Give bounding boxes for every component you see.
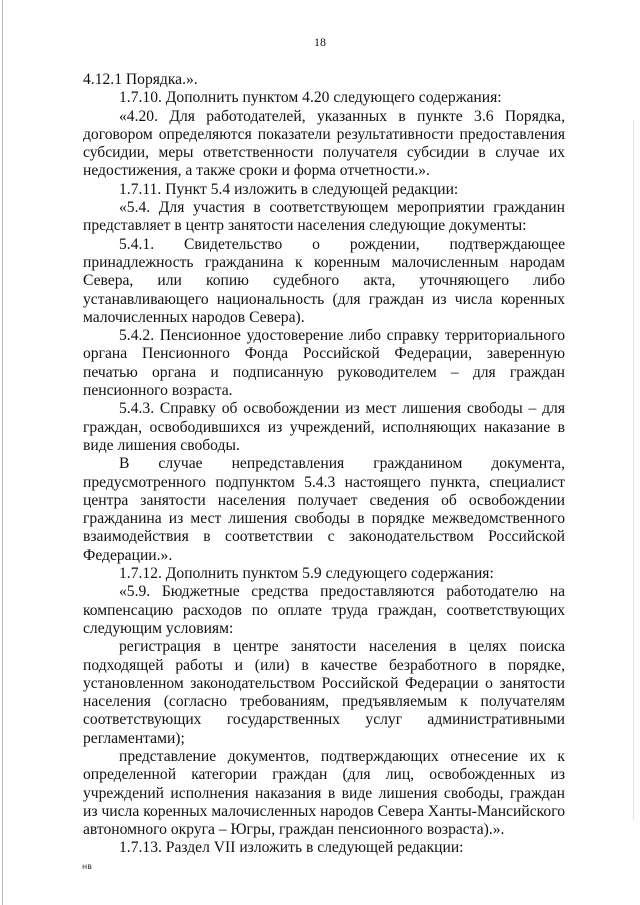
page-number: 18 [314, 35, 326, 49]
paragraph-condition-documents: представление документов, подтверждающих отнесение их к определенной категории граждан (для лиц, освобожденных из учреждений исполнения наказания в виде лишения свободы, граждан из числа коренных малочисленных народов Севера Ханты-Мансийского автономного округа – Югры, граждан пенсионного возраста).». [83, 747, 565, 839]
scan-edge-right [633, 120, 634, 820]
paragraph-condition-registration: регистрация в центре занятости населения в целях поиска подходящей работы и (или) в качестве безработного в порядке, установленном законодательством Российской Федерации о занятости населения (согласно требованиям, предъявляемым к получателям соответствующих государственных услуг административными регламентами); [83, 638, 565, 747]
paragraph-1-7-11: 1.7.11. Пункт 5.4 изложить в следующей редакции: [119, 180, 459, 198]
document-body [83, 71, 565, 858]
paragraph-4-20: «4.20. Для работодателей, указанных в пункте 3.6 Порядка, договором определяются показатели результативности предоставления субсидии, меры ответственности получателя субсидии в случае их недостижения, а также сроки и форма отчетности.». [83, 107, 565, 180]
paragraph-5-9: «5.9. Бюджетные средства предоставляются работодателю на компенсацию расходов по оплате труда граждан, соответствующих следующим условиям: [83, 583, 565, 637]
paragraph-continuation: 4.12.1 Порядка.». [83, 71, 198, 88]
paragraph-5-4-2: 5.4.2. Пенсионное удостоверение либо справку территориального органа Пенсионного Фонда Российской Федерации, заверенную печатью органа и подписанную руководителем – для граждан пенсионного возраста. [83, 327, 565, 400]
paragraph-5-4-3: 5.4.3. Справку об освобождении из мест лишения свободы – для граждан, освободившихся из учреждений, исполняющих наказание в виде лишения свободы. [83, 400, 565, 454]
footer-initials: нв [82, 862, 92, 871]
paragraph-5-4-1: 5.4.1. Свидетельство о рождении, подтверждающее принадлежность гражданина к коренным малочисленным народам Севера, или копию судебного акта, уточняющего либо устанавливающего национальность (для граждан из числа коренных малочисленных народов Севера). [83, 235, 565, 326]
paragraph-non-submission: В случае непредставления гражданином документа, предусмотренного подпунктом 5.4.3 настоящего пункта, специалист центра занятости населения получает сведения об освобождении гражданина из мест лишения свободы в порядке межведомственного взаимодействия в соответствии с законодательством Российской Федерации.». [83, 455, 565, 564]
paragraph-5-4: «5.4. Для участия в соответствующем мероприятии гражданин представляет в центр занятости населения следующие документы: [83, 199, 565, 235]
paragraph-1-7-12: 1.7.12. Дополнить пунктом 5.9 следующего содержания: [119, 565, 494, 583]
paragraph-1-7-13: 1.7.13. Раздел VII изложить в следующей редакции: [119, 839, 464, 857]
scan-edge-left [2, 0, 3, 905]
paragraph-1-7-10: 1.7.10. Дополнить пунктом 4.20 следующего содержания: [119, 89, 502, 107]
